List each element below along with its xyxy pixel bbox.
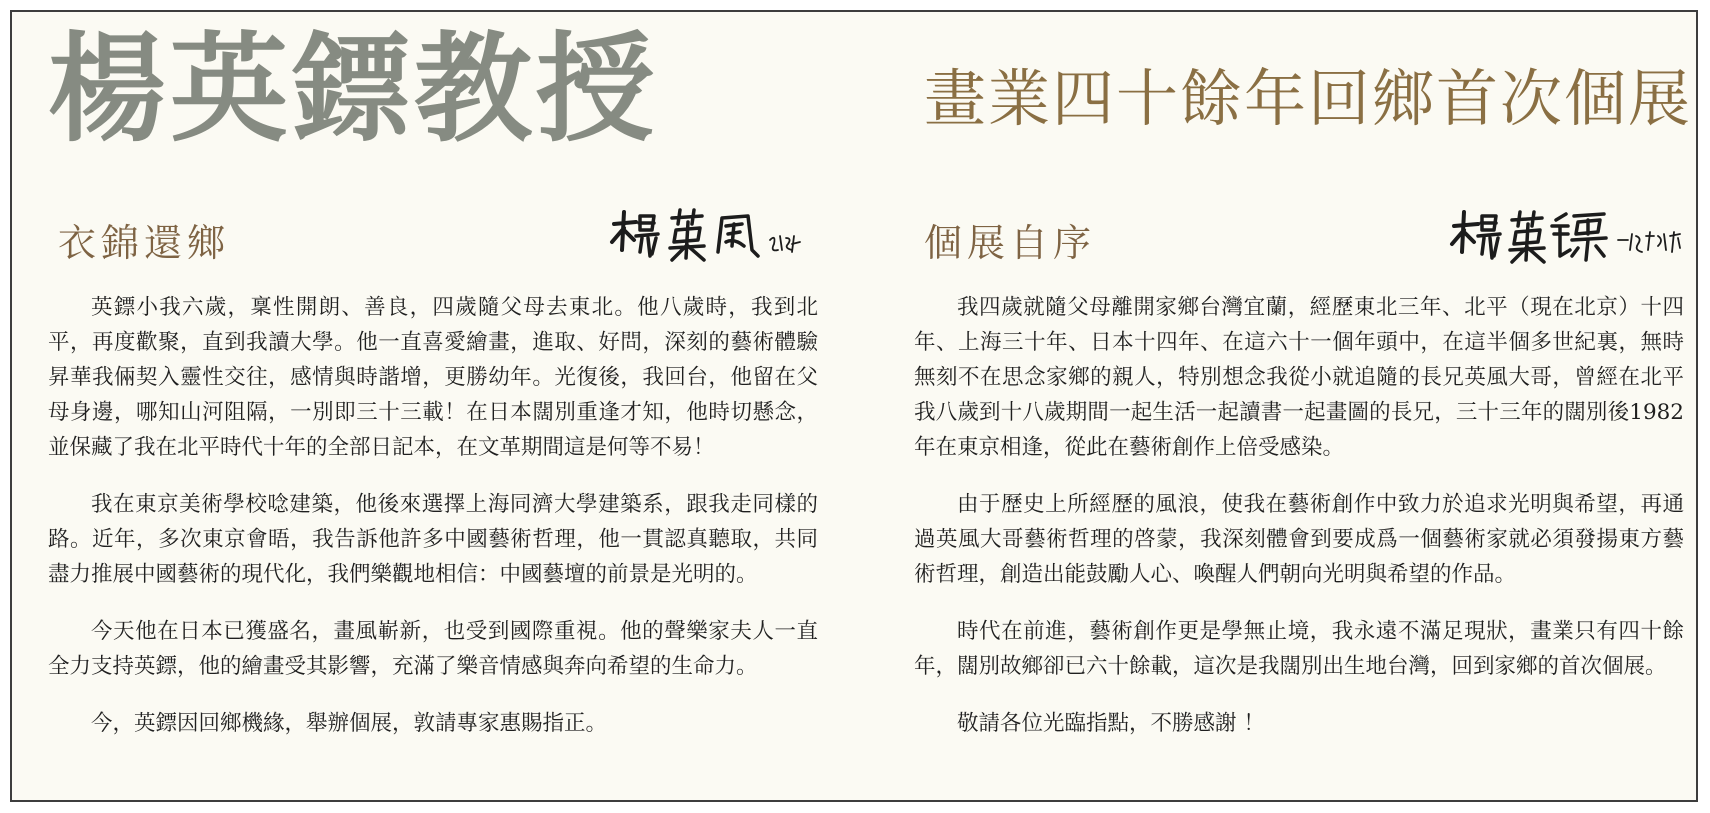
right-column <box>914 212 1684 763</box>
document-sheet <box>10 10 1698 802</box>
right-signature <box>1448 206 1688 270</box>
left-body-text <box>48 290 818 741</box>
handwritten-signature-right-icon <box>1448 206 1688 270</box>
main-title: 楊英鏢教授 <box>48 20 659 158</box>
right-paragraph-2: 由于歷史上所經歷的風浪，使我在藝術創作中致力於追求光明與希望，再通過英風大哥藝術哲理的啓蒙，我深刻體會到要成爲一個藝術家就必須發揚東方藝術哲理，創造出能鼓勵人心、喚醒人們朝向光明與希望的作品。 <box>914 492 1684 587</box>
right-body-text <box>914 290 1684 741</box>
left-paragraph-1: 英鏢小我六歲，稟性開朗、善良，四歲隨父母去東北。他八歲時，我到北平，再度歡聚，直到我讀大學。他一直喜愛繪畫，進取、好問，深刻的藝術體驗昇華我倆契入靈性交往，感情與時諧增，更勝幼年。光復後，我回台，他留在父母身邊，哪知山河阻隔，一別即三十三載！在日本闊別重逢才知，他時切懸念，並保藏了我在北平時代十年的全部日記本，在文革期間這是何等不易！ <box>48 295 818 460</box>
right-section-title: 個展自序 <box>924 221 1097 265</box>
left-section-header <box>48 212 818 284</box>
left-paragraph-2: 我在東京美術學校唸建築，他後來選擇上海同濟大學建築系，跟我走同樣的路。近年，多次東京會晤，我告訴他許多中國藝術哲理，他一貫認真聽取，共同盡力推展中國藝術的現代化，我們樂觀地相信：中國藝壇的前景是光明的。 <box>48 492 818 587</box>
left-paragraph-4: 今，英鏢因回鄉機緣，舉辦個展，敦請專家惠賜指正。 <box>91 711 608 736</box>
left-paragraph-3: 今天他在日本已獲盛名，畫風嶄新，也受到國際重視。他的聲樂家夫人一直全力支持英鏢，他的繪畫受其影響，充滿了樂音情感與奔向希望的生命力。 <box>48 619 818 679</box>
left-column <box>48 212 818 763</box>
right-paragraph-1: 我四歲就隨父母離開家鄉台灣宜蘭，經歷東北三年、北平（現在北京）十四年、上海三十年、日本十四年、在這六十一個年頭中，在這半個多世紀裏，無時無刻不在思念家鄉的親人，特別想念我從小就追隨的長兄英風大哥，曾經在北平我八歲到十八歲期間一起生活一起讀書一起畫圖的長兄，三十三年的闊別後1982年在東京相逢，從此在藝術創作上倍受感染。 <box>914 295 1684 460</box>
right-section-header <box>914 212 1684 284</box>
left-section-title: 衣錦還鄉 <box>58 221 231 265</box>
sub-title: 畫業四十餘年回鄉首次個展 <box>924 62 1693 135</box>
right-paragraph-4: 敬請各位光臨指點，不勝感謝 ！ <box>957 711 1265 736</box>
handwritten-signature-left-icon <box>606 206 806 270</box>
right-paragraph-3: 時代在前進，藝術創作更是學無止境，我永遠不滿足現狀，畫業只有四十餘年，闊別故鄉卻已六十餘載，這次是我闊別出生地台灣，回到家鄉的首次個展。 <box>914 619 1684 679</box>
left-signature <box>606 206 806 270</box>
